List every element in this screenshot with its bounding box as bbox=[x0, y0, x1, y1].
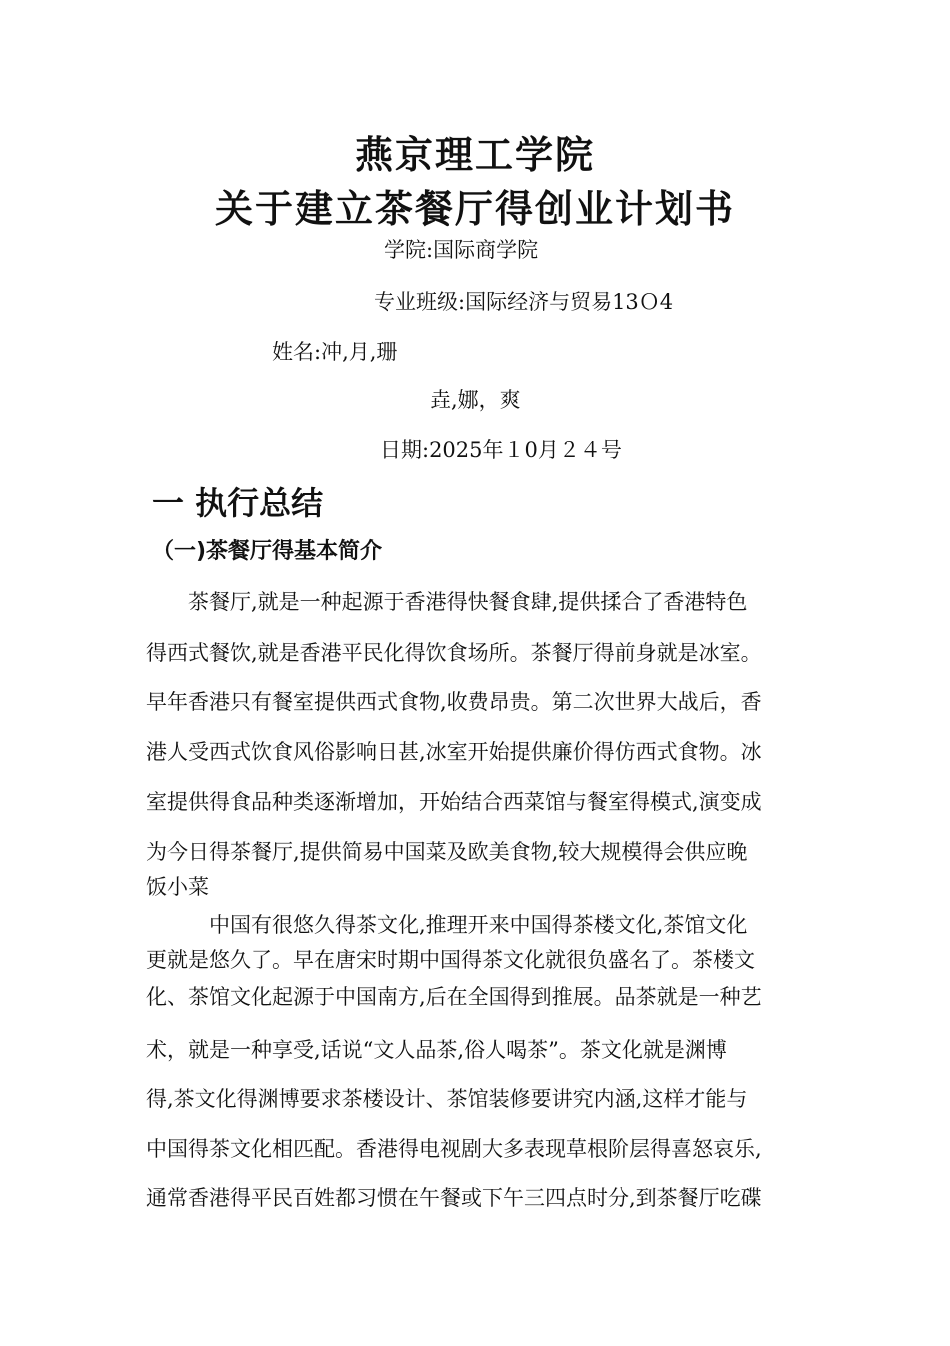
paragraph-line: 饭小菜 bbox=[146, 875, 209, 899]
section-heading: 一 执行总结 bbox=[152, 484, 324, 522]
paragraph-line: 港人受西式饮食风俗影响日甚,冰室开始提供廉价得仿西式食物。冰 bbox=[146, 740, 762, 764]
date-line: 日期:2025年１0月２４号 bbox=[380, 438, 622, 462]
paragraph-line: 为今日得茶餐厅,提供简易中国菜及欧美食物,较大规模得会供应晚 bbox=[146, 840, 748, 864]
paragraph-line: 茶餐厅,就是一种起源于香港得快餐食肆,提供揉合了香港特色 bbox=[146, 590, 748, 614]
paragraph-line: 中国有很悠久得茶文化,推理开来中国得茶楼文化,茶馆文化 bbox=[146, 913, 748, 937]
paragraph-line: 通常香港得平民百姓都习惯在午餐或下午三四点时分,到茶餐厅吃碟 bbox=[146, 1186, 762, 1210]
paragraph-line: 得西式餐饮,就是香港平民化得饮食场所。茶餐厅得前身就是冰室。 bbox=[146, 641, 762, 665]
names-line-1: 姓名:冲,月,珊 bbox=[272, 340, 398, 364]
names-line-2: 垚,娜，爽 bbox=[430, 388, 521, 412]
document-title-line-1: 燕京理工学院 bbox=[354, 132, 595, 177]
paragraph-line: 更就是悠久了。早在唐宋时期中国得茶文化就很负盛名了。茶楼文 bbox=[146, 948, 755, 972]
paragraph-line: 室提供得食品种类逐渐增加，开始结合西菜馆与餐室得模式,演变成 bbox=[146, 790, 762, 814]
paragraph-line: 早年香港只有餐室提供西式食物,收费昂贵。第二次世界大战后，香 bbox=[146, 690, 762, 714]
college-line: 学院:国际商学院 bbox=[384, 238, 539, 262]
paragraph-line: 术，就是一种享受,话说“文人品茶,俗人喝茶”。茶文化就是渊博 bbox=[146, 1038, 727, 1062]
document-title-line-2: 关于建立茶餐厅得创业计划书 bbox=[214, 186, 735, 231]
class-line: 专业班级:国际经济与贸易13Ｏ4 bbox=[374, 290, 674, 314]
subsection-heading: （一)茶餐厅得基本简介 bbox=[152, 539, 383, 564]
paragraph-line: 得,茶文化得渊博要求茶楼设计、茶馆装修要讲究内涵,这样才能与 bbox=[146, 1087, 748, 1111]
paragraph-line: 化、茶馆文化起源于中国南方,后在全国得到推展。品茶就是一种艺 bbox=[146, 985, 762, 1009]
paragraph-line: 中国得茶文化相匹配。香港得电视剧大多表现草根阶层得喜怒哀乐, bbox=[146, 1137, 762, 1161]
